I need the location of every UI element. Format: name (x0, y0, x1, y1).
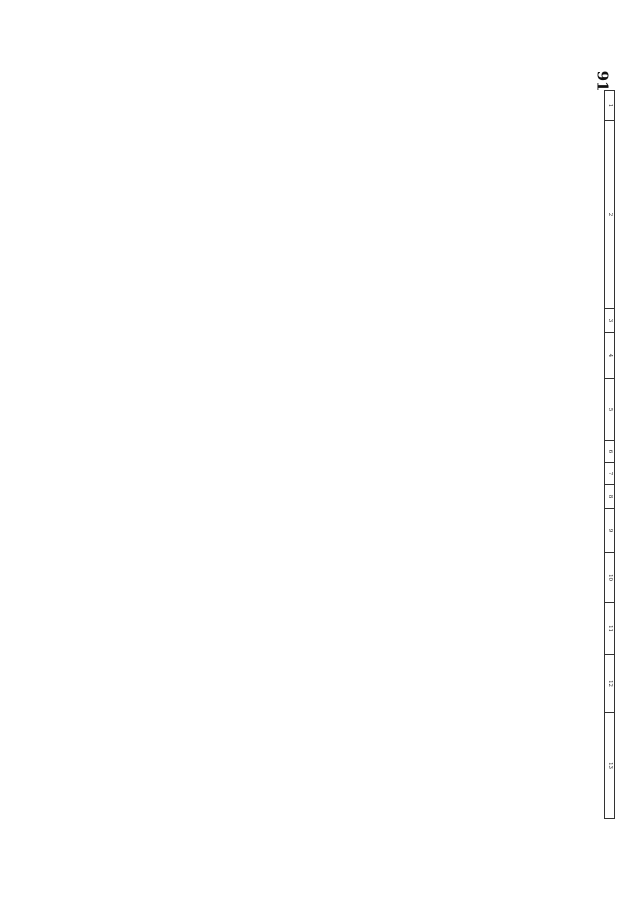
column-header-1: 1 (605, 91, 615, 121)
column-header-12: 12 (605, 655, 615, 713)
column-header-7: 7 (605, 463, 615, 485)
column-header-4: 4 (605, 333, 615, 379)
housing-table (604, 90, 615, 819)
column-header-3: 3 (605, 309, 615, 333)
page-number: 91 (593, 70, 612, 92)
column-header-8: 8 (605, 485, 615, 509)
table-container (95, 90, 615, 818)
column-header-10: 10 (605, 553, 615, 603)
column-header-13: 13 (605, 713, 615, 819)
column-header-11: 11 (605, 603, 615, 655)
column-header-5: 5 (605, 379, 615, 441)
column-header-9: 9 (605, 509, 615, 553)
column-header-6: 6 (605, 441, 615, 463)
column-header-2: 2 (605, 121, 615, 309)
header-row (605, 91, 615, 819)
